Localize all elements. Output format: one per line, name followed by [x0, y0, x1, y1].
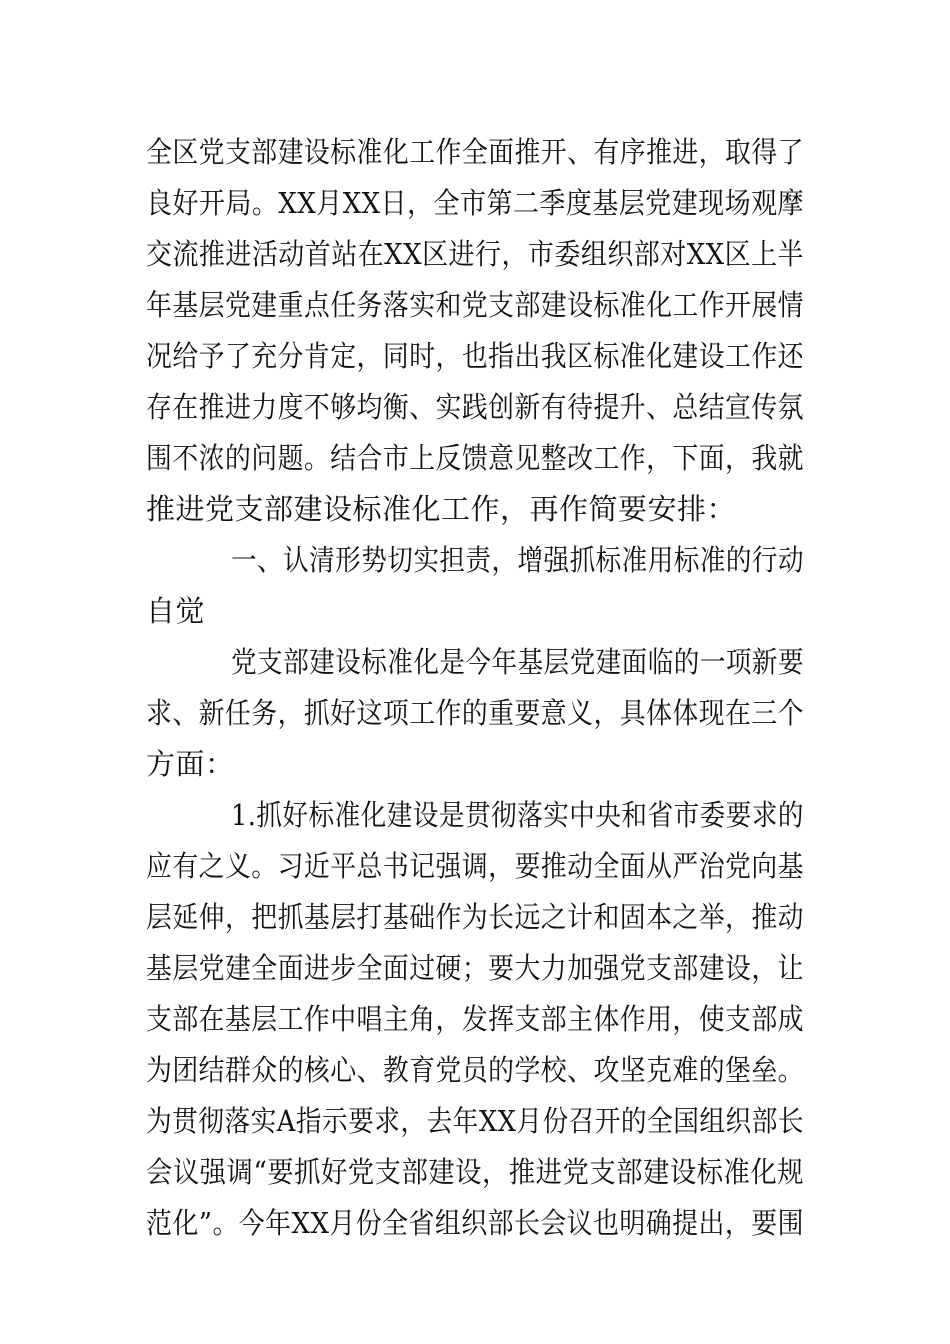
text-line: [0, 1152, 950, 1192]
line-text: 自觉: [146, 594, 206, 628]
line-text: 支部在基层工作中唱主角，发挥支部主体作用，使支部成: [146, 1002, 805, 1036]
text-line: [0, 1203, 950, 1243]
line-text: 良好开局。XX月XX日，全市第二季度基层党建现场观摩: [146, 186, 805, 220]
text-line: [0, 132, 950, 172]
text-line: [0, 999, 950, 1039]
line-text: 范化”。今年XX月份全省组织部长会议也明确提出，要围: [146, 1206, 805, 1240]
line-text: 推进党支部建设标准化工作，再作简要安排：: [146, 492, 737, 526]
line-text: 会议强调“要抓好党支部建设，推进党支部建设标准化规: [146, 1155, 805, 1189]
section-heading-continued: [0, 591, 950, 631]
text-line: [0, 693, 950, 733]
text-line: [0, 744, 950, 784]
text-line: [0, 438, 950, 478]
text-line: [0, 1050, 950, 1090]
numbered-point: [0, 795, 950, 835]
text-line: [0, 336, 950, 376]
text-line: [0, 234, 950, 274]
line-text: 为团结群众的核心、教育党员的学校、攻坚克难的堡垒。: [146, 1053, 805, 1087]
line-text: 1.抓好标准化建设是贯彻落实中央和省市委要求的: [231, 798, 804, 832]
line-text: 基层党建全面进步全面过硬；要大力加强党支部建设，让: [146, 951, 805, 985]
text-line: [0, 642, 950, 682]
line-text: 年基层党建重点任务落实和党支部建设标准化工作开展情: [146, 288, 805, 322]
line-text: 一、认清形势切实担责，增强抓标准用标准的行动: [231, 543, 805, 577]
line-text: 交流推进活动首站在XX区进行，市委组织部对XX区上半: [146, 237, 805, 271]
text-line: [0, 489, 950, 529]
text-line: [0, 846, 950, 886]
text-line: [0, 1101, 950, 1141]
line-text: 层延伸，把抓基层打基础作为长远之计和固本之举，推动: [146, 900, 805, 934]
text-line: [0, 285, 950, 325]
text-line: [0, 948, 950, 988]
line-text: 应有之义。习近平总书记强调，要推动全面从严治党向基: [146, 849, 805, 883]
line-text: 况给予了充分肯定，同时，也指出我区标准化建设工作还: [146, 339, 805, 373]
line-text: 为贯彻落实A指示要求，去年XX月份召开的全国组织部长: [146, 1104, 805, 1138]
line-text: 围不浓的问题。结合市上反馈意见整改工作，下面，我就: [146, 441, 805, 475]
line-text: 方面：: [146, 747, 235, 781]
section-heading: [0, 540, 950, 580]
line-text: 党支部建设标准化是今年基层党建面临的一项新要: [231, 645, 805, 679]
text-line: [0, 387, 950, 427]
line-text: 存在推进力度不够均衡、实践创新有待提升、总结宣传氛: [146, 390, 805, 424]
line-text: 求、新任务，抓好这项工作的重要意义，具体体现在三个: [146, 696, 805, 730]
line-text: 全区党支部建设标准化工作全面推开、有序推进，取得了: [146, 135, 805, 169]
text-line: [0, 897, 950, 937]
text-line: [0, 183, 950, 223]
